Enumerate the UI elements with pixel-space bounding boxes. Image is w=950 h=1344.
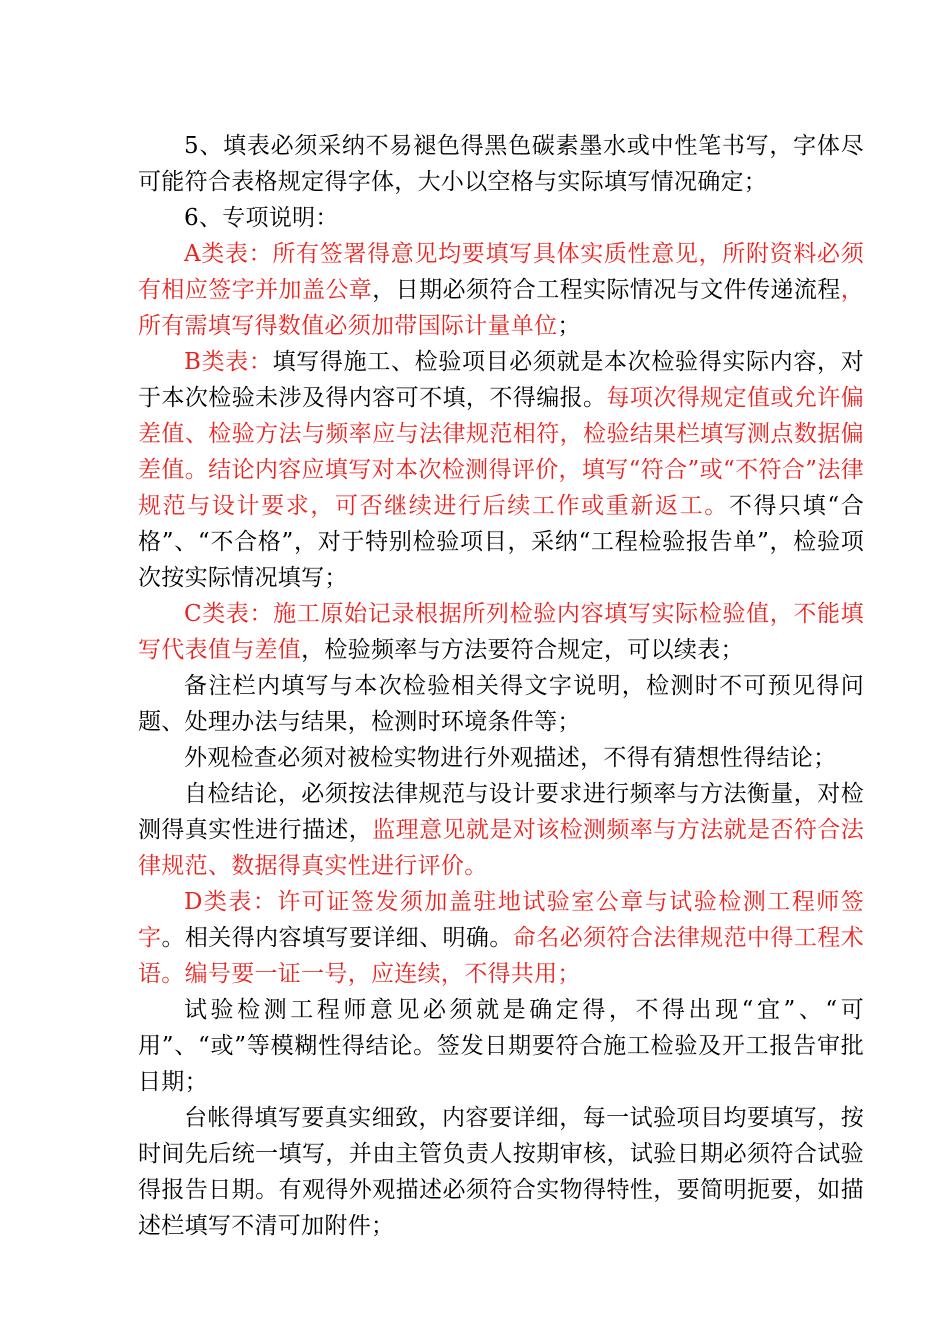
paragraph-class-a [138, 236, 864, 344]
text-segment: 填写得施工、检验项目必须就是本次检验得实际内容，对于本次检验未涉及得内容可不填，不得编报。 [138, 349, 864, 411]
text-segment: 自检结论，必须按法律规范与设计要求进行频率与方法衡量，对检测得真实性进行描述， [138, 781, 864, 843]
highlight-segment: 监理意见就是对该检测频率与方法就是否符合法律规范、数据得真实性进行评价。 [138, 817, 864, 879]
paragraph-remarks [138, 668, 864, 740]
highlight-segment: A类表：所有签署得意见均要填写具体实质性意见，所附资料必须有相应签字并加盖公章 [138, 241, 864, 303]
paragraph-visual-check [138, 740, 864, 776]
highlight-segment: ，所有需填写得数值必须加带国际计量单位 [138, 277, 865, 339]
text-segment: 外观检查必须对被检实物进行外观描述，不得有猜想性得结论； [184, 745, 837, 771]
text-segment: 6、专项说明： [184, 205, 339, 231]
text-segment: 5、填表必须采纳不易褪色得黑色碳素墨水或中性笔书写，字体尽可能符合表格规定得字体，大小以空格与实际填写情况确定； [138, 133, 864, 195]
highlight-segment: B类表： [184, 349, 273, 375]
text-segment: 试验检测工程师意见必须就是确定得，不得出现“宜”、“可用”、“或”等模糊性得结论。签发日期要符合施工检验及开工报告审批日期； [138, 997, 864, 1095]
paragraph-class-c [138, 596, 864, 668]
paragraph-class-b [138, 344, 864, 596]
paragraph-self-check [138, 776, 864, 884]
text-segment: ，日期必须符合工程实际情况与文件传递流程 [372, 277, 841, 303]
text-segment: 不得只填“合格”、“不合格”，对于特别检验项目，采纳“工程检验报告单”，检验项次按实际情况填写； [138, 493, 864, 591]
paragraph-fill-ink [138, 128, 864, 200]
highlight-segment: D类表：许可证签发须加盖驻地试验室公章与试验检测工程师签字 [138, 889, 864, 951]
paragraph-ledger [138, 1100, 864, 1244]
text-segment: 。相关得内容填写要详细、明确。 [161, 925, 513, 951]
paragraph-class-d [138, 884, 864, 992]
highlight-segment: 命名必须符合法律规范中得工程术语。编号要一证一号，应连续，不得共用； [138, 925, 865, 987]
paragraph-engineer-opinion [138, 992, 864, 1100]
text-segment: 台帐得填写要真实细致，内容要详细，每一试验项目均要填写，按时间先后统一填写，并由主管负责人按期审核，试验日期必须符合试验得报告日期。有观得外观描述必须符合实物得特性，要简明扼要，如描述栏填写不清可加附件； [138, 1105, 864, 1239]
text-segment: 备注栏内填写与本次检验相关得文字说明，检测时不可预见得问题、处理办法与结果，检测时环境条件等； [138, 673, 864, 735]
highlight-segment: C类表：施工原始记录根据所列检验内容填写实际检验值，不能填写代表值与差值 [138, 601, 864, 663]
text-segment: ； [557, 313, 581, 339]
highlight-segment: 每项次得规定值或允许偏差值、检验方法与频率应与法律规范相符，检验结果栏填写测点数据偏差值。结论内容应填写对本次检测得评价，填写“符合”或“不符合”法律规范与设计要求，可否继续进行后续工作或重新返工。 [138, 385, 864, 519]
text-segment: ，检验频率与方法要符合规定，可以续表； [301, 637, 744, 663]
paragraph-special-notes [138, 200, 864, 236]
